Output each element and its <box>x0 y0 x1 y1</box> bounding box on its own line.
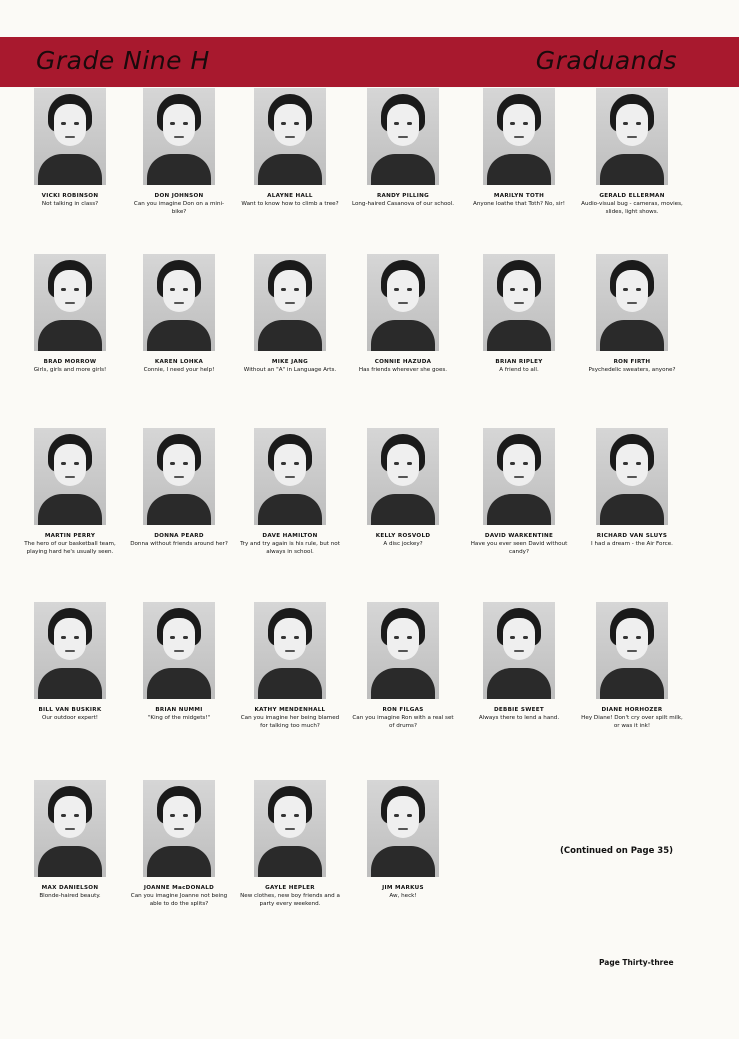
student-name: DONNA PEARD <box>154 533 204 539</box>
student-portrait <box>34 88 106 185</box>
student-portrait <box>367 428 439 525</box>
student-caption: Have you ever seen David without candy? <box>470 541 568 555</box>
student-caption: Has friends wherever she goes. <box>358 367 448 373</box>
student-name: RICHARD VAN SLUYS <box>596 533 668 539</box>
student-name: MAX DANIELSON <box>41 885 99 891</box>
student-name: DIANE HORHOZER <box>601 707 663 713</box>
continued-note: (Continued on Page 35) <box>560 846 674 856</box>
student-caption: Not talking in class? <box>41 201 99 207</box>
student-portrait <box>143 602 215 699</box>
student-caption: Without an "A" in Language Arts. <box>243 367 337 373</box>
student-portrait <box>367 88 439 185</box>
student-caption: Blonde-haired beauty. <box>39 893 101 899</box>
page-number: Page Thirty-three <box>599 958 674 967</box>
student-name: VICKI ROBINSON <box>41 193 99 199</box>
student-portrait <box>34 428 106 525</box>
student-portrait <box>34 780 106 877</box>
student-caption: "King of the midgets!" <box>147 715 211 721</box>
student-caption: Can you imagine Ron with a real set of drums? <box>352 715 454 729</box>
student-portrait <box>596 254 668 351</box>
student-portrait <box>34 602 106 699</box>
student-name: DAVID WARKENTINE <box>484 533 554 539</box>
student-name: BRIAN NUMMI <box>155 707 203 713</box>
student-caption: Hey Diane! Don't cry over spilt milk, or was it ink! <box>581 715 683 729</box>
student-name: RANDY PILLING <box>376 193 430 199</box>
student-caption: Can you imagine her being blamed for talking too much? <box>240 715 340 729</box>
student-portrait <box>367 254 439 351</box>
student-name: BRIAN RIPLEY <box>495 359 543 365</box>
student-name: BRAD MORROW <box>43 359 97 365</box>
student-name: KELLY ROSVOLD <box>375 533 431 539</box>
student-name: BILL VAN BUSKIRK <box>38 707 102 713</box>
student-name: KATHY MENDENHALL <box>254 707 326 713</box>
student-portrait <box>254 254 326 351</box>
student-portrait <box>596 602 668 699</box>
student-name: DON JOHNSON <box>154 193 204 199</box>
student-caption: Psychedelic sweaters, anyone? <box>588 367 676 373</box>
student-caption: Want to know how to climb a tree? <box>241 201 339 207</box>
student-portrait <box>367 602 439 699</box>
student-portrait <box>483 88 555 185</box>
student-caption: A disc jockey? <box>383 541 423 547</box>
student-name: MARILYN TOTH <box>493 193 545 199</box>
student-caption: I had a dream - the Air Force. <box>591 541 673 547</box>
student-caption: Can you imagine Joanne not being able to do the splits? <box>130 893 228 907</box>
student-caption: Connie, I need your help! <box>143 367 215 373</box>
student-name: RON FILGAS <box>382 707 424 713</box>
student-name: CONNIE HAZUDA <box>374 359 432 365</box>
student-caption: A friend to all. <box>499 367 539 373</box>
student-portrait <box>254 428 326 525</box>
student-caption: Aw, heck! <box>389 893 417 899</box>
student-portrait <box>254 780 326 877</box>
student-caption: Donna without friends around her? <box>130 541 228 547</box>
student-name: KAREN LOHKA <box>154 359 204 365</box>
student-portrait <box>483 602 555 699</box>
student-name: JIM MARKUS <box>382 885 424 891</box>
student-portrait <box>143 88 215 185</box>
student-name: DEBBIE SWEET <box>493 707 545 713</box>
student-caption: New clothes, new boy friends and a party every weekend. <box>240 893 340 907</box>
student-name: MIKE JANG <box>271 359 309 365</box>
student-portrait <box>254 602 326 699</box>
student-name: DAVE HAMILTON <box>262 533 318 539</box>
grade-title: Grade Nine H <box>36 46 210 75</box>
student-portrait <box>483 428 555 525</box>
title-banner <box>0 37 739 87</box>
student-caption: The hero of our basketball team, playing hard he's usually seen. <box>24 541 116 555</box>
student-caption: Try and try again is his rule, but not always in school. <box>240 541 340 555</box>
student-portrait <box>596 428 668 525</box>
student-name: GERALD ELLERMAN <box>599 193 665 199</box>
student-name: JOANNE MacDONALD <box>143 885 215 891</box>
student-portrait <box>367 780 439 877</box>
student-portrait <box>143 780 215 877</box>
student-caption: Can you imagine Don on a mini-bike? <box>133 201 225 215</box>
student-name: GAYLE HEPLER <box>265 885 315 891</box>
student-caption: Long-haired Casanova of our school. <box>351 201 455 207</box>
graduands-title: Graduands <box>535 46 677 75</box>
student-name: RON FIRTH <box>613 359 651 365</box>
student-portrait <box>143 428 215 525</box>
student-portrait <box>143 254 215 351</box>
student-portrait <box>596 88 668 185</box>
student-portrait <box>34 254 106 351</box>
student-portrait <box>483 254 555 351</box>
student-caption: Our outdoor expert! <box>41 715 99 721</box>
student-caption: Anyone loathe that Toth? No, sir! <box>473 201 565 207</box>
student-name: ALAYNE HALL <box>267 193 313 199</box>
student-caption: Always there to lend a hand. <box>478 715 560 721</box>
student-portrait <box>254 88 326 185</box>
student-caption: Audio-visual bug - cameras, movies, slides, light shows. <box>581 201 683 215</box>
student-name: MARTIN PERRY <box>44 533 96 539</box>
student-caption: Girls, girls and more girls! <box>33 367 107 373</box>
